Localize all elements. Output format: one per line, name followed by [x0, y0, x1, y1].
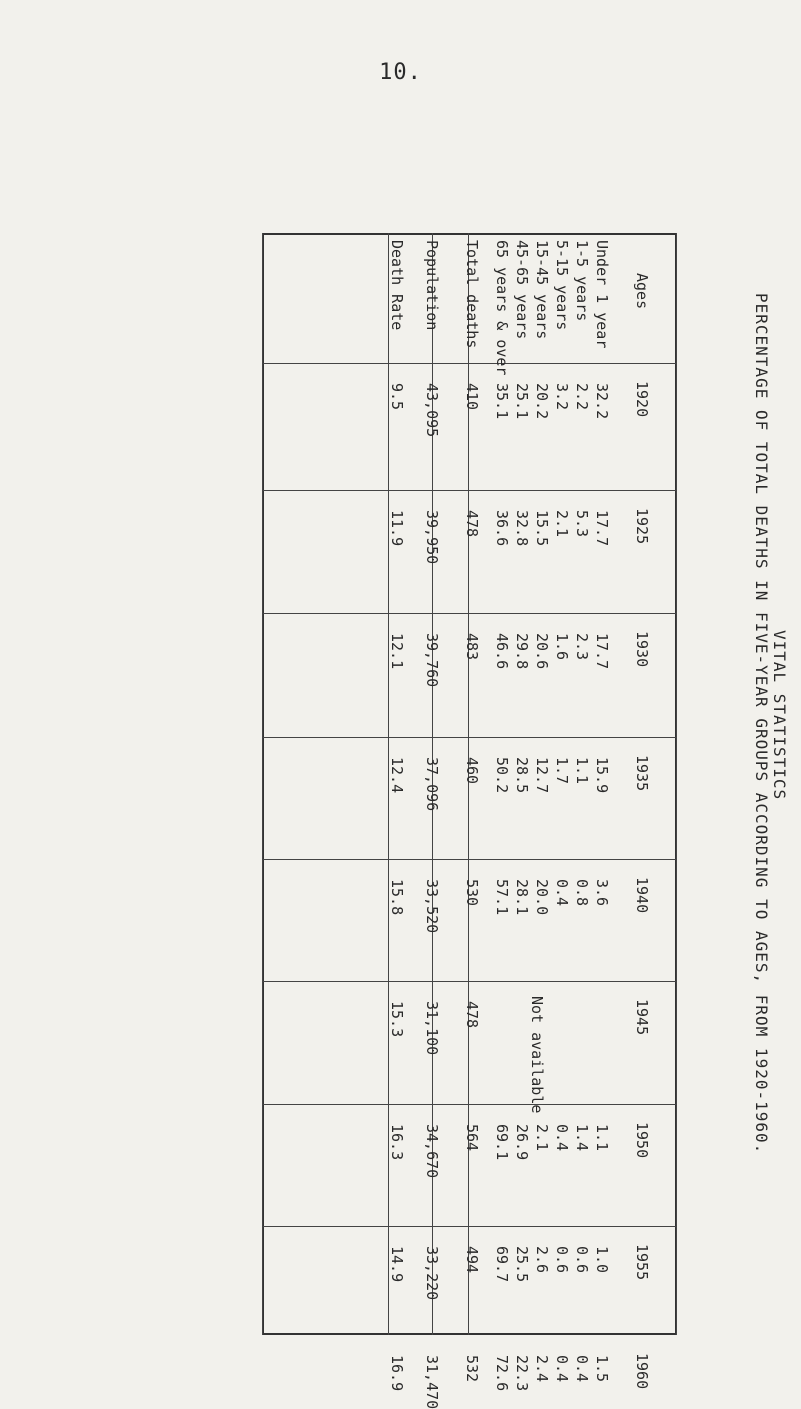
table-cell: 14.9 — [388, 1246, 406, 1283]
table-cell: 2.3 — [573, 633, 591, 661]
table-cell: 1.6 — [553, 633, 571, 661]
header-year: 1930 — [633, 631, 651, 668]
table-cell: 25.1 — [513, 383, 531, 420]
header-ages: Ages — [633, 273, 651, 310]
table-cell: 410 — [463, 383, 481, 411]
header-year: 1940 — [633, 877, 651, 914]
column-divider — [676, 233, 677, 1335]
table-cell: 16.9 — [388, 1355, 406, 1392]
column-divider — [262, 233, 263, 1335]
table-cell: 478 — [463, 510, 481, 538]
table-cell: 26.9 — [513, 1124, 531, 1161]
row-divider — [262, 737, 677, 738]
table-cell: 9.5 — [388, 383, 406, 411]
header-year: 1935 — [633, 755, 651, 792]
table-cell: 39,950 — [423, 510, 441, 565]
table-cell: 532 — [463, 1355, 481, 1383]
table-cell: 494 — [463, 1246, 481, 1274]
table-cell: 0.4 — [553, 1124, 571, 1152]
page-number: 10. — [379, 60, 422, 85]
header-year: 1920 — [633, 381, 651, 418]
row-divider — [262, 981, 677, 982]
table-cell: 1.1 — [573, 757, 591, 785]
table-cell: 12.4 — [388, 757, 406, 794]
row-label: 5-15 years — [553, 240, 571, 331]
table-cell: 5.3 — [573, 510, 591, 538]
table-cell: 1.0 — [593, 1246, 611, 1274]
table-cell: 31,470 — [423, 1355, 441, 1409]
table-cell: 2.1 — [533, 1124, 551, 1152]
header-year: 1950 — [633, 1122, 651, 1159]
table-cell: 17.7 — [593, 633, 611, 670]
table-cell: 28.1 — [513, 879, 531, 916]
row-divider — [262, 1104, 677, 1105]
table-cell: 35.1 — [493, 383, 511, 420]
table-cell: 39,760 — [423, 633, 441, 688]
table-cell: 69.7 — [493, 1246, 511, 1283]
table-cell: 15.3 — [388, 1001, 406, 1038]
table-cell: 16.3 — [388, 1124, 406, 1161]
table-cell: 2.2 — [573, 383, 591, 411]
header-year: 1945 — [633, 999, 651, 1036]
row-divider — [262, 363, 677, 364]
table-cell: 1.4 — [573, 1124, 591, 1152]
row-divider — [262, 859, 677, 860]
table-cell: 478 — [463, 1001, 481, 1029]
row-divider — [262, 490, 677, 491]
row-divider — [262, 613, 677, 614]
row-label: Population — [423, 240, 441, 331]
table-cell: 564 — [463, 1124, 481, 1152]
table-cell: 530 — [463, 879, 481, 907]
table-cell: 31,100 — [423, 1001, 441, 1056]
row-label: 15-45 years — [533, 240, 551, 340]
table-cell: 15.8 — [388, 879, 406, 916]
table-cell: 37,096 — [423, 757, 441, 812]
table-cell: 15.9 — [593, 757, 611, 794]
row-label: 45-65 years — [513, 240, 531, 340]
table-cell: 2.1 — [553, 510, 571, 538]
table-cell: 25.5 — [513, 1246, 531, 1283]
table-title: PERCENTAGE OF TOTAL DEATHS IN FIVE-YEAR GROUPS ACCORDING TO AGES, FROM 1920-1960. — [752, 293, 771, 1155]
row-label: Under 1 year — [593, 240, 611, 349]
table-cell: 50.2 — [493, 757, 511, 794]
table-cell: 32.8 — [513, 510, 531, 547]
table-cell: 20.6 — [533, 633, 551, 670]
table-cell: 28.5 — [513, 757, 531, 794]
table-cell: 11.9 — [388, 510, 406, 547]
table-cell: 2.6 — [533, 1246, 551, 1274]
table-cell: 12.1 — [388, 633, 406, 670]
table-cell: 17.7 — [593, 510, 611, 547]
table-cell: 20.2 — [533, 383, 551, 420]
table-cell: 0.6 — [553, 1246, 571, 1274]
table-cell: 15.5 — [533, 510, 551, 547]
header-year: 1925 — [633, 508, 651, 545]
table-cell: 43,095 — [423, 383, 441, 438]
table-cell: 20.0 — [533, 879, 551, 916]
table-cell: 33,220 — [423, 1246, 441, 1301]
table-cell: 29.8 — [513, 633, 531, 670]
table-cell: 72.6 — [493, 1355, 511, 1392]
table-cell: 1.1 — [593, 1124, 611, 1152]
table-cell: 69.1 — [493, 1124, 511, 1161]
table-cell: 460 — [463, 757, 481, 785]
table-cell: 36.6 — [493, 510, 511, 547]
table-cell: 46.6 — [493, 633, 511, 670]
table-cell: 3.6 — [593, 879, 611, 907]
not-available-note: Not available — [528, 996, 546, 1114]
header-year: 1955 — [633, 1244, 651, 1281]
row-divider — [262, 1226, 677, 1227]
table-cell: 0.4 — [553, 879, 571, 907]
row-label: 65 years & over — [493, 240, 511, 376]
table-cell: 22.3 — [513, 1355, 531, 1392]
section-title: VITAL STATISTICS — [770, 630, 789, 801]
table-cell: 57.1 — [493, 879, 511, 916]
table-cell: 0.6 — [573, 1246, 591, 1274]
table-cell: 0.4 — [573, 1355, 591, 1383]
table-cell: 1.5 — [593, 1355, 611, 1383]
row-label: 1-5 years — [573, 240, 591, 322]
table-cell: 12.7 — [533, 757, 551, 794]
table-cell: 3.2 — [553, 383, 571, 411]
table-cell: 0.4 — [553, 1355, 571, 1383]
row-label: Total deaths — [463, 240, 481, 349]
row-label: Death Rate — [388, 240, 406, 331]
table-cell: 2.4 — [533, 1355, 551, 1383]
header-year: 1960 — [633, 1353, 651, 1390]
table-cell: 1.7 — [553, 757, 571, 785]
table-cell: 483 — [463, 633, 481, 661]
table-cell: 33,520 — [423, 879, 441, 934]
table-cell: 32.2 — [593, 383, 611, 420]
table-cell: 34,670 — [423, 1124, 441, 1179]
table-cell: 0.8 — [573, 879, 591, 907]
